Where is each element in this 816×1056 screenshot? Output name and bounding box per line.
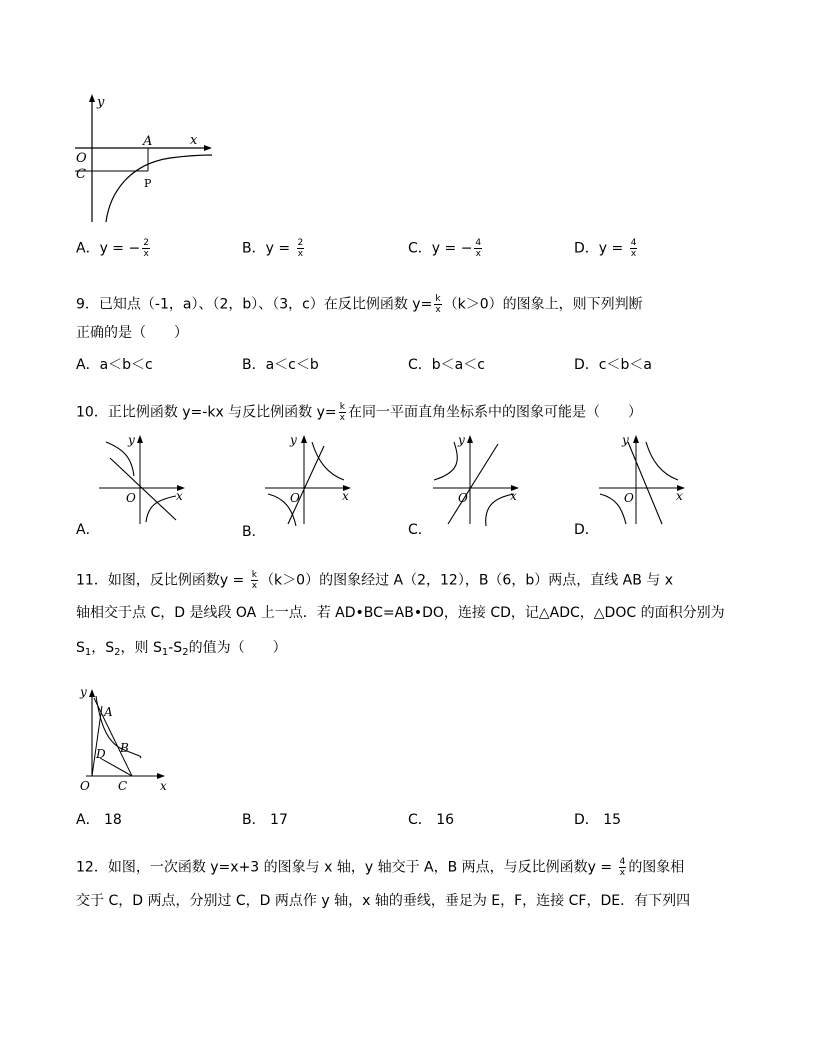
q9-stem-line1: 9．已知点（-1，a）、（2，b）、（3，c）在反比例函数 y= $\frac{k}{x}$ （k＞0）的图象上，则下列判断: [76, 294, 643, 315]
q8-c-label: C: [76, 167, 86, 182]
q10-graph-a: [96, 432, 192, 528]
q10-option-c[interactable]: C．: [408, 522, 432, 538]
q8-p-label: P: [144, 177, 152, 190]
q8-option-d[interactable]: D．y = $\frac{4}{x}$: [574, 238, 637, 259]
svg-text:x: x: [160, 779, 167, 793]
svg-text:O: O: [458, 491, 468, 505]
q10-graph-b: [262, 432, 358, 528]
q11-option-a[interactable]: A． 18: [76, 812, 122, 828]
q9-option-b[interactable]: B．a＜c＜b: [242, 357, 319, 373]
q8-option-b[interactable]: B．y = $\frac{2}{x}$: [242, 238, 304, 259]
svg-text:O: O: [624, 491, 634, 505]
svg-text:x: x: [676, 489, 683, 503]
q10-option-b[interactable]: B．: [242, 524, 266, 540]
svg-text:y: y: [622, 433, 629, 447]
q10-stem: 10．正比例函数 y=-kx 与反比例函数 y= $\frac{k}{x}$ 在同一平面直角坐标系中的图象可能是（ ）: [76, 402, 642, 423]
svg-text:C: C: [118, 779, 128, 793]
svg-text:y: y: [290, 433, 297, 447]
q9-option-a[interactable]: A．a＜b＜c: [76, 357, 153, 373]
q8-option-c[interactable]: C．y = − $\frac{4}{x}$: [408, 238, 482, 259]
q10-graph-d: [596, 432, 692, 528]
svg-text:O: O: [290, 491, 300, 505]
q8-o-label: O: [76, 151, 87, 166]
svg-text:x: x: [342, 489, 349, 503]
q10-graph-c: [430, 432, 526, 528]
q8-graph: [70, 92, 220, 228]
q8-a-label: A: [143, 134, 153, 149]
q11-stem-line2: 轴相交于点 C，D 是线段 OA 上一点．若 AD•BC=AB•DO，连接 CD，记△ADC，△DOC 的面积分别为: [76, 605, 725, 621]
svg-text:O: O: [80, 779, 90, 793]
q8-x-label: x: [190, 133, 198, 148]
q9-option-c[interactable]: C．b＜a＜c: [408, 357, 485, 373]
svg-text:B: B: [120, 741, 129, 755]
q9-stem-line2: 正确的是（ ）: [76, 325, 188, 341]
q9-option-d[interactable]: D．c＜b＜a: [574, 357, 652, 373]
q11-figure: [72, 682, 176, 794]
svg-text:x: x: [176, 489, 183, 503]
svg-text:y: y: [128, 433, 135, 447]
svg-text:A: A: [104, 705, 113, 719]
q10-option-d[interactable]: D．: [574, 522, 599, 538]
svg-text:D: D: [96, 747, 106, 761]
q8-y-label: y: [97, 95, 105, 110]
svg-text:y: y: [458, 433, 465, 447]
q11-stem-line3: $S_1$，$S_2$，则 $S_1-S_2$的值为（ ）: [76, 640, 287, 658]
q12-stem-line1: 12．如图，一次函数 y=x+3 的图象与 x 轴，y 轴交于 A，B 两点，与反比例函数y = $\frac{4}{x}$ 的图象相: [76, 857, 685, 878]
q11-option-b[interactable]: B． 17: [242, 812, 288, 828]
q11-stem-line1: 11．如图，反比例函数y = $\frac{k}{x}$ （k＞0）的图象经过 A（2，12），B（6，b）两点，直线 AB 与 x: [76, 570, 674, 591]
q10-option-a[interactable]: A．: [76, 522, 100, 538]
q12-stem-line2: 交于 C，D 两点，分别过 C，D 两点作 y 轴，x 轴的垂线，垂足为 E，F，连接 CF，DE．有下列四: [76, 893, 691, 909]
q8-option-a[interactable]: A．y = − $\frac{2}{x}$: [76, 238, 149, 259]
svg-text:y: y: [80, 685, 87, 699]
svg-text:x: x: [510, 489, 517, 503]
q11-option-d[interactable]: D． 15: [574, 812, 622, 828]
svg-text:O: O: [126, 491, 136, 505]
q11-option-c[interactable]: C． 16: [408, 812, 455, 828]
